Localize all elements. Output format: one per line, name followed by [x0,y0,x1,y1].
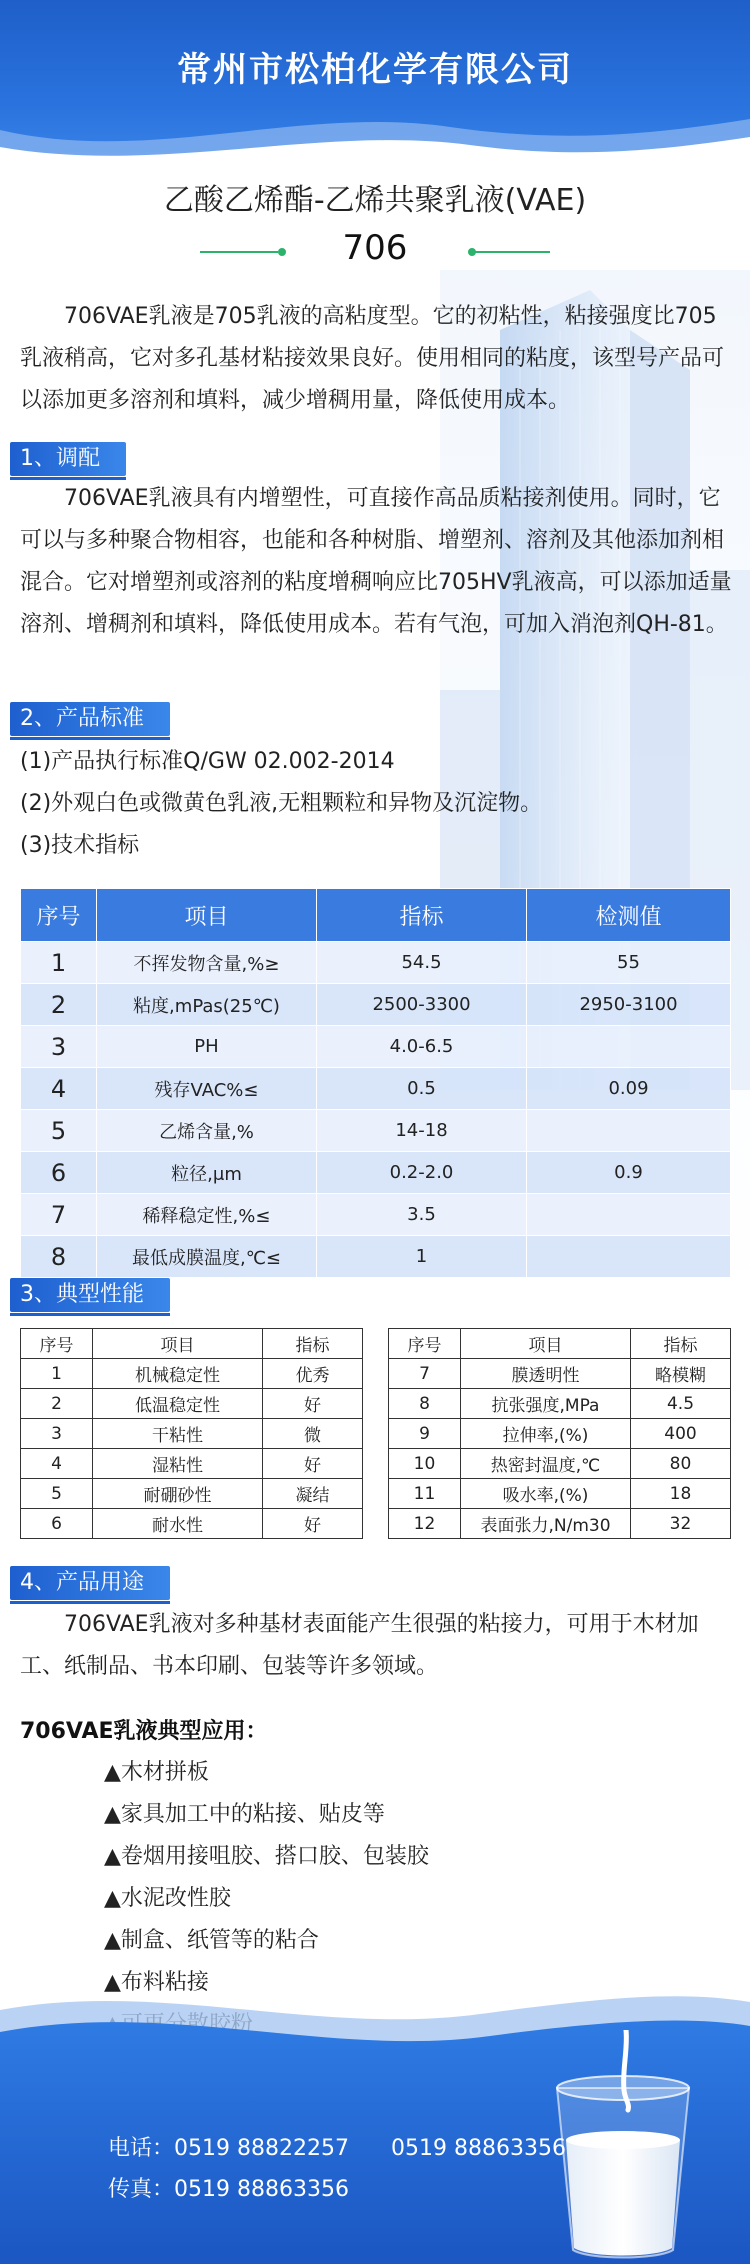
table-cell: 54.5 [317,942,527,984]
table-cell: PH [97,1026,317,1068]
table-cell: 最低成膜温度,℃≤ [97,1236,317,1278]
table-cell: 粒径,μm [97,1152,317,1194]
table-cell: 10 [389,1449,461,1479]
phone-number-2: 0519 88863356 [390,2136,566,2161]
table-cell: 低温稳定性 [93,1389,263,1419]
table-cell: 拉伸率,(%) [461,1419,631,1449]
fax-line [108,2172,349,2203]
title-divider-right [472,251,550,253]
performance-right-header-row [389,1329,731,1359]
spec-header-measured: 检测值 [527,889,731,942]
table-row [21,1509,363,1539]
standard-line-2: (2)外观白色或微黄色乳液,无粗颗粒和异物及沉淀物。 [20,791,543,816]
table-row [21,1236,731,1278]
performance-left-header-row [21,1329,363,1359]
table-cell: 2500-3300 [317,984,527,1026]
list-item: ▲卷烟用接咀胶、搭口胶、包装胶 [104,1844,429,1869]
table-cell: 14-18 [317,1110,527,1152]
title-divider-left [200,251,278,253]
table-cell: 粘度,mPas(25℃) [97,984,317,1026]
standard-line-3: (3)技术指标 [20,833,140,858]
table-cell: 5 [21,1479,93,1509]
table-cell: 2950-3100 [527,984,731,1026]
table-cell: 热密封温度,℃ [461,1449,631,1479]
table-row [389,1449,731,1479]
table-row [21,942,731,984]
table-cell: 好 [263,1509,363,1539]
section-title-standard: 2、产品标准 [10,702,170,736]
table-cell: 好 [263,1449,363,1479]
title-divider-left-dot [278,248,286,256]
table-cell: 12 [389,1509,461,1539]
table-cell: 膜透明性 [461,1359,631,1389]
phone-number-1: 0519 88822257 [174,2136,349,2161]
milk-cup-illustration [548,2030,698,2260]
table-cell: 耐硼砂性 [93,1479,263,1509]
spec-header-index: 序号 [21,889,97,942]
table-cell: 抗张强度,MPa [461,1389,631,1419]
table-cell: 6 [21,1152,97,1194]
standard-line-1: (1)产品执行标准Q/GW 02.002-2014 [20,749,395,774]
table-cell: 7 [389,1359,461,1389]
table-row [21,1152,731,1194]
table-row [389,1479,731,1509]
spec-table [20,888,731,1278]
table-header-cell: 序号 [21,1329,93,1359]
table-cell: 400 [631,1419,731,1449]
table-row [21,1068,731,1110]
phone-label: 电话： [108,2136,175,2161]
intro-paragraph: 706VAE乳液是705乳液的高粘度型。它的初粘性，粘接强度比705乳液稍高，它对多孔基材粘接效果良好。使用相同的粘度，该型号产品可以添加更多溶剂和填料，减少增稠用量，降低使用成本。 [20,304,725,413]
section-title-blending: 1、调配 [10,442,126,476]
spec-table-header-row [21,889,731,942]
fax-number: 0519 88863356 [174,2177,349,2202]
table-cell [527,1236,731,1278]
table-row [21,1026,731,1068]
table-header-cell: 指标 [263,1329,363,1359]
list-item: ▲木材拼板 [104,1760,209,1785]
table-cell: 机械稳定性 [93,1359,263,1389]
table-cell: 11 [389,1479,461,1509]
table-cell: 吸水率,(%) [461,1479,631,1509]
spec-header-item: 项目 [97,889,317,942]
table-row [21,1110,731,1152]
list-item: ▲制盒、纸管等的粘合 [104,1928,319,1953]
header-banner [0,0,750,175]
product-name: 乙酸乙烯酯-乙烯共聚乳液(VAE) [163,183,587,218]
product-code: 706 [342,228,408,268]
table-cell: 5 [21,1110,97,1152]
list-item: ▲家具加工中的粘接、贴皮等 [104,1802,385,1827]
table-row [21,1449,363,1479]
performance-table-left [20,1328,363,1539]
table-cell: 4 [21,1068,97,1110]
section-title-performance: 3、典型性能 [10,1278,170,1312]
table-row [389,1509,731,1539]
fax-label: 传真： [108,2177,175,2202]
table-cell: 2 [21,1389,93,1419]
table-cell: 0.9 [527,1152,731,1194]
table-cell: 4 [21,1449,93,1479]
table-row [21,984,731,1026]
table-cell: 残存VAC%≤ [97,1068,317,1110]
list-item: ▲水泥改性胶 [104,1886,231,1911]
table-cell: 8 [389,1389,461,1419]
header-wave-decoration [0,105,750,175]
table-cell [527,1194,731,1236]
table-cell: 乙烯含量,% [97,1110,317,1152]
table-header-cell: 项目 [461,1329,631,1359]
table-row [21,1479,363,1509]
table-row [389,1419,731,1449]
table-row [389,1389,731,1419]
table-cell: 好 [263,1389,363,1419]
table-cell: 1 [21,942,97,984]
table-cell: 略模糊 [631,1359,731,1389]
spec-header-spec: 指标 [317,889,527,942]
table-cell: 6 [21,1509,93,1539]
table-cell: 7 [21,1194,97,1236]
table-cell: 3.5 [317,1194,527,1236]
table-cell: 0.2-2.0 [317,1152,527,1194]
list-item: ▲布料粘接 [104,1970,209,1995]
table-cell: 优秀 [263,1359,363,1389]
section-title-usage: 4、产品用途 [10,1566,170,1600]
table-cell: 微 [263,1419,363,1449]
table-cell: 0.09 [527,1068,731,1110]
table-header-cell: 指标 [631,1329,731,1359]
table-cell: 4.5 [631,1389,731,1419]
table-cell: 干粘性 [93,1419,263,1449]
table-header-cell: 序号 [389,1329,461,1359]
table-row [21,1194,731,1236]
table-row [21,1359,363,1389]
table-cell: 4.0-6.5 [317,1026,527,1068]
table-cell: 湿粘性 [93,1449,263,1479]
table-cell [527,1026,731,1068]
table-cell: 表面张力,N/m30 [461,1509,631,1539]
company-name: 常州市松柏化学有限公司 [177,50,573,90]
performance-table-right [388,1328,731,1539]
table-row [21,1419,363,1449]
table-cell: 不挥发物含量,%≥ [97,942,317,984]
table-cell: 稀释稳定性,%≤ [97,1194,317,1236]
table-cell: 32 [631,1509,731,1539]
usage-paragraph: 706VAE乳液对多种基材表面能产生很强的粘接力，可用于木材加工、纸制品、书本印刷、包装等许多领域。 [20,1612,699,1679]
table-cell: 2 [21,984,97,1026]
table-row [389,1359,731,1389]
table-cell: 9 [389,1419,461,1449]
table-cell: 8 [21,1236,97,1278]
table-cell: 耐水性 [93,1509,263,1539]
table-cell: 0.5 [317,1068,527,1110]
table-cell: 55 [527,942,731,984]
table-cell: 1 [317,1236,527,1278]
table-cell [527,1110,731,1152]
table-cell: 18 [631,1479,731,1509]
table-cell: 3 [21,1026,97,1068]
phone-line [108,2131,566,2162]
table-cell: 凝结 [263,1479,363,1509]
table-cell: 1 [21,1359,93,1389]
applications-title: 706VAE乳液典型应用： [20,1719,268,1744]
table-row [21,1389,363,1419]
table-cell: 3 [21,1419,93,1449]
blending-paragraph: 706VAE乳液具有内增塑性，可直接作高品质粘接剂使用。同时，它可以与多种聚合物相容，也能和各种树脂、增塑剂、溶剂及其他添加剂相混合。它对增塑剂或溶剂的粘度增稠响应比705HV乳液高，可以添加适量溶剂、增稠剂和填料，降低使用成本。若有气泡，可加入消泡剂QH-81。 [20,486,732,637]
table-cell: 80 [631,1449,731,1479]
table-header-cell: 项目 [93,1329,263,1359]
